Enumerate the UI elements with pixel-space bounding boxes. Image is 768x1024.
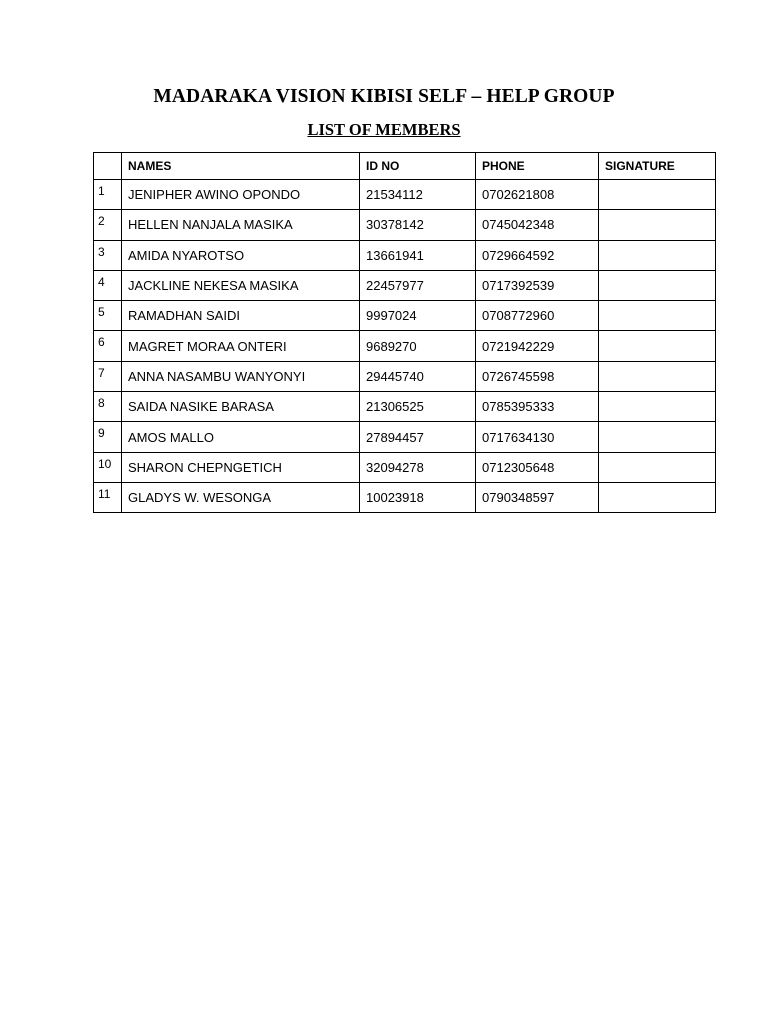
member-phone: 0729664592 — [476, 240, 599, 270]
member-id-no: 30378142 — [360, 210, 476, 240]
table-row — [94, 180, 716, 210]
table-row — [94, 361, 716, 391]
member-phone: 0726745598 — [476, 361, 599, 391]
row-number: 6 — [94, 331, 122, 361]
member-id-no: 29445740 — [360, 361, 476, 391]
row-number: 4 — [94, 270, 122, 300]
table-body — [94, 180, 716, 513]
table-row — [94, 452, 716, 482]
member-id-no: 9997024 — [360, 301, 476, 331]
member-id-no: 22457977 — [360, 270, 476, 300]
member-signature — [599, 331, 716, 361]
row-number: 2 — [94, 210, 122, 240]
member-id-no: 13661941 — [360, 240, 476, 270]
member-signature — [599, 392, 716, 422]
member-signature — [599, 361, 716, 391]
member-phone: 0721942229 — [476, 331, 599, 361]
member-id-no: 9689270 — [360, 331, 476, 361]
row-number: 8 — [94, 392, 122, 422]
members-table — [93, 152, 716, 513]
page-title: MADARAKA VISION KIBISI SELF – HELP GROUP — [153, 86, 615, 107]
member-id-no: 21534112 — [360, 180, 476, 210]
member-name: GLADYS W. WESONGA — [122, 482, 360, 512]
row-number: 3 — [94, 240, 122, 270]
member-phone: 0702621808 — [476, 180, 599, 210]
member-signature — [599, 452, 716, 482]
table-row — [94, 301, 716, 331]
member-name: SHARON CHEPNGETICH — [122, 452, 360, 482]
table-header-row — [94, 153, 716, 180]
row-number: 7 — [94, 361, 122, 391]
member-signature — [599, 240, 716, 270]
table-row — [94, 270, 716, 300]
member-name: SAIDA NASIKE BARASA — [122, 392, 360, 422]
row-number: 5 — [94, 301, 122, 331]
header-id-no: ID NO — [360, 153, 476, 180]
row-number: 1 — [94, 180, 122, 210]
member-name: JENIPHER AWINO OPONDO — [122, 180, 360, 210]
member-signature — [599, 482, 716, 512]
member-phone: 0745042348 — [476, 210, 599, 240]
member-phone: 0708772960 — [476, 301, 599, 331]
member-id-no: 27894457 — [360, 422, 476, 452]
page-subtitle: LIST OF MEMBERS — [307, 120, 461, 139]
member-phone: 0790348597 — [476, 482, 599, 512]
table-row — [94, 392, 716, 422]
member-name: RAMADHAN SAIDI — [122, 301, 360, 331]
member-signature — [599, 301, 716, 331]
member-id-no: 32094278 — [360, 452, 476, 482]
row-number: 11 — [94, 482, 122, 512]
member-signature — [599, 180, 716, 210]
table-row — [94, 240, 716, 270]
member-phone: 0717392539 — [476, 270, 599, 300]
table-row — [94, 482, 716, 512]
table-row — [94, 422, 716, 452]
member-phone: 0712305648 — [476, 452, 599, 482]
member-phone: 0717634130 — [476, 422, 599, 452]
row-number: 10 — [94, 452, 122, 482]
member-id-no: 21306525 — [360, 392, 476, 422]
header-number — [94, 153, 122, 180]
member-name: MAGRET MORAA ONTERI — [122, 331, 360, 361]
table-row — [94, 331, 716, 361]
member-phone: 0785395333 — [476, 392, 599, 422]
member-id-no: 10023918 — [360, 482, 476, 512]
header-names: NAMES — [122, 153, 360, 180]
member-name: HELLEN NANJALA MASIKA — [122, 210, 360, 240]
member-name: JACKLINE NEKESA MASIKA — [122, 270, 360, 300]
member-name: AMOS MALLO — [122, 422, 360, 452]
member-signature — [599, 210, 716, 240]
header-signature: SIGNATURE — [599, 153, 716, 180]
member-signature — [599, 422, 716, 452]
header-phone: PHONE — [476, 153, 599, 180]
row-number: 9 — [94, 422, 122, 452]
table-row — [94, 210, 716, 240]
member-signature — [599, 270, 716, 300]
member-name: ANNA NASAMBU WANYONYI — [122, 361, 360, 391]
member-name: AMIDA NYAROTSO — [122, 240, 360, 270]
